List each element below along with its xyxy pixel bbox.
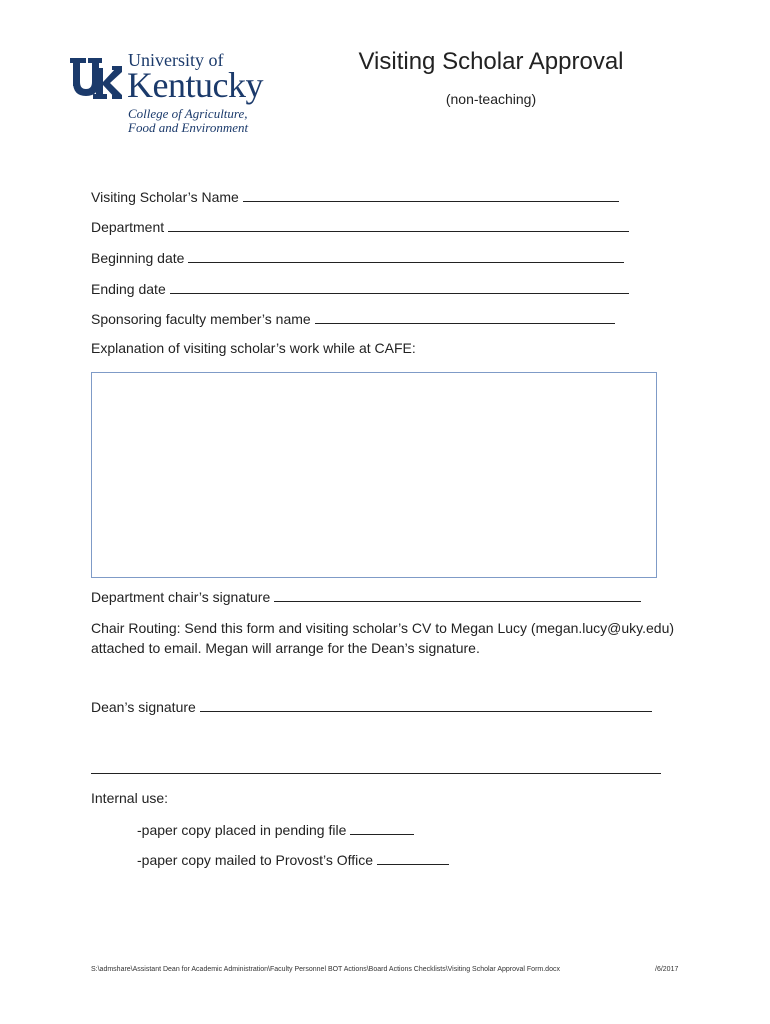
ending-date-row bbox=[91, 279, 629, 297]
footer-file-path: S:\admshare\Assistant Dean for Academic Administration\Faculty Personnel BOT Actions\Board Actions Checklists\Visiting Scholar Approval Form.docx bbox=[91, 966, 560, 973]
scholar-name-row bbox=[91, 187, 619, 205]
explanation-label: Explanation of visiting scholar’s work while at CAFE: bbox=[91, 340, 416, 356]
department-field[interactable] bbox=[168, 217, 629, 232]
chair-routing-text: Chair Routing: Send this form and visiting scholar’s CV to Megan Lucy (megan.lucy@uky.edu) attached to email. Megan will arrange for the Dean’s signature. bbox=[91, 620, 675, 656]
provost-row bbox=[137, 850, 449, 868]
chair-signature-field[interactable] bbox=[274, 587, 641, 602]
department-label: Department bbox=[91, 219, 165, 235]
sponsoring-field[interactable] bbox=[315, 309, 615, 324]
chair-signature-label: Department chair’s signature bbox=[91, 589, 271, 605]
university-logo bbox=[70, 50, 280, 140]
sponsoring-label: Sponsoring faculty member’s name bbox=[91, 311, 311, 327]
footer-date: /6/2017 bbox=[655, 966, 679, 973]
pending-file-field[interactable] bbox=[350, 820, 414, 835]
pending-file-row bbox=[137, 820, 414, 838]
department-row bbox=[91, 217, 629, 235]
chair-signature-row bbox=[91, 587, 641, 605]
explanation-textbox[interactable] bbox=[91, 372, 657, 578]
beginning-date-field[interactable] bbox=[188, 248, 624, 263]
provost-field[interactable] bbox=[377, 850, 449, 865]
logo-college-line1: College of Agriculture, bbox=[128, 106, 248, 121]
dean-signature-row bbox=[91, 697, 652, 715]
sponsoring-row bbox=[91, 309, 615, 327]
dean-signature-field[interactable] bbox=[200, 697, 652, 712]
beginning-date-row bbox=[91, 248, 624, 266]
beginning-date-label: Beginning date bbox=[91, 250, 185, 266]
uk-monogram-icon bbox=[70, 54, 122, 102]
logo-college-line2: Food and Environment bbox=[128, 120, 249, 135]
dean-signature-label: Dean’s signature bbox=[91, 699, 196, 715]
logo-kentucky-text: Kentucky bbox=[127, 65, 263, 105]
pending-file-label: -paper copy placed in pending file bbox=[137, 822, 347, 838]
scholar-name-field[interactable] bbox=[243, 187, 619, 202]
scholar-name-label: Visiting Scholar’s Name bbox=[91, 189, 239, 205]
provost-label: -paper copy mailed to Provost’s Office bbox=[137, 852, 374, 868]
ending-date-label: Ending date bbox=[91, 281, 166, 297]
ending-date-field[interactable] bbox=[170, 279, 629, 294]
page-subtitle: (non-teaching) bbox=[445, 91, 537, 107]
page-title: Visiting Scholar Approval bbox=[358, 48, 624, 75]
logo-college-text bbox=[128, 107, 248, 135]
logo-university-text: University of bbox=[128, 50, 224, 70]
divider-line bbox=[91, 773, 661, 774]
internal-use-label: Internal use: bbox=[91, 790, 169, 806]
